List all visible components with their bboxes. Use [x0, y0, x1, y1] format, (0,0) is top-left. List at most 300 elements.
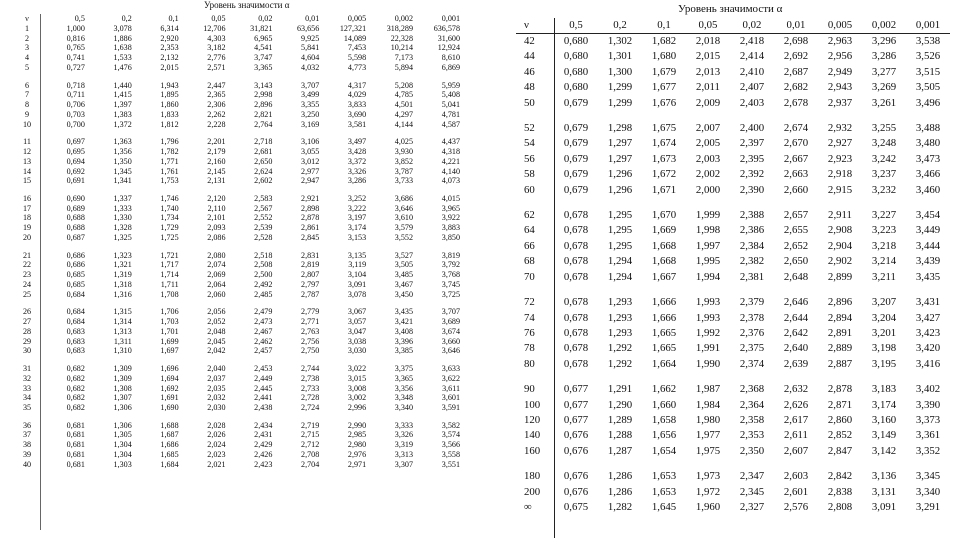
value-cell: 1,665: [651, 326, 677, 339]
table-row: [14, 374, 462, 384]
table-row: [516, 398, 950, 413]
value-cell: 0,690: [66, 194, 85, 204]
value-cell: 2,642: [783, 326, 809, 339]
table-row: [516, 285, 950, 310]
value-cell: 1,316: [113, 289, 132, 299]
right-t-table: [516, 18, 950, 515]
left-table-header-row: [14, 14, 462, 24]
value-cell: 2,682: [783, 81, 809, 94]
value-cell: 0,682: [66, 373, 85, 383]
value-cell: 2,327: [739, 500, 765, 513]
value-cell: 2,030: [207, 402, 226, 412]
value-cell: 1,299: [607, 96, 633, 109]
value-cell: 2,878: [827, 383, 853, 396]
value-cell: 1,440: [113, 80, 132, 90]
value-cell: 3,725: [441, 289, 460, 299]
value-cell: 1,300: [607, 65, 633, 78]
nu-cell: 25: [22, 289, 32, 299]
value-cell: 2,110: [207, 203, 226, 213]
alpha-header: 0,5: [554, 18, 598, 34]
value-cell: 0,681: [66, 449, 85, 459]
value-cell: 2,376: [739, 326, 765, 339]
value-cell: 1,671: [651, 183, 677, 196]
value-cell: 2,375: [739, 342, 765, 355]
value-cell: 2,842: [827, 470, 853, 483]
nu-cell: 40: [22, 459, 32, 469]
value-cell: 2,013: [695, 65, 721, 78]
nu-cell: 52: [524, 122, 535, 135]
nu-cell: 24: [22, 279, 32, 289]
value-cell: 1,746: [160, 194, 179, 204]
value-cell: 2,347: [739, 470, 765, 483]
value-cell: 1,729: [160, 223, 179, 233]
value-cell: 1,415: [113, 90, 132, 100]
table-row: [516, 428, 950, 443]
value-cell: 3,022: [347, 364, 367, 374]
value-cell: 3,091: [347, 279, 367, 289]
nu-cell: 17: [22, 203, 32, 213]
value-cell: 2,932: [827, 122, 853, 135]
value-cell: 3,198: [871, 342, 897, 355]
value-cell: 0,676: [563, 429, 589, 442]
value-cell: 0,679: [563, 168, 589, 181]
value-cell: 1,796: [160, 137, 179, 147]
value-cell: 3,428: [347, 147, 367, 157]
value-cell: 1,960: [695, 500, 721, 513]
value-cell: 1,310: [113, 346, 132, 356]
value-cell: 3,965: [441, 203, 460, 213]
value-cell: 1,995: [695, 255, 721, 268]
value-cell: 2,764: [254, 119, 273, 129]
value-cell: 3,255: [871, 122, 897, 135]
nu-cell: 13: [22, 156, 32, 166]
value-cell: 3,416: [915, 357, 941, 370]
nu-cell: 22: [22, 260, 32, 270]
value-cell: 3,582: [441, 420, 460, 430]
value-cell: 3,250: [301, 109, 320, 119]
value-cell: 0,679: [563, 122, 589, 135]
value-cell: 2,434: [254, 420, 273, 430]
value-cell: 2,976: [347, 449, 367, 459]
value-cell: 3,242: [871, 152, 897, 165]
value-cell: 1,314: [113, 317, 132, 327]
table-row: [516, 111, 950, 136]
value-cell: 1,998: [695, 224, 721, 237]
value-cell: 3,850: [441, 232, 460, 242]
value-cell: 3,480: [915, 137, 941, 150]
value-cell: 1,296: [607, 168, 633, 181]
value-cell: 1,943: [160, 80, 179, 90]
value-cell: 1,771: [160, 156, 179, 166]
value-cell: 1,533: [113, 53, 132, 63]
value-cell: 1,658: [651, 413, 677, 426]
value-cell: 3,142: [871, 444, 897, 457]
nu-cell: 11: [23, 137, 31, 147]
value-cell: 3,633: [441, 364, 460, 374]
value-cell: 2,528: [254, 232, 273, 242]
value-cell: 4,587: [441, 119, 460, 129]
value-cell: 2,368: [739, 383, 765, 396]
value-cell: 3,002: [347, 393, 367, 403]
value-cell: 12,706: [203, 24, 226, 33]
nu-cell: 33: [22, 383, 32, 393]
value-cell: 2,660: [783, 183, 809, 196]
right-table-header-row: [516, 18, 950, 34]
value-cell: 2,381: [739, 270, 765, 283]
value-cell: 3,646: [394, 203, 413, 213]
value-cell: 2,035: [207, 383, 226, 393]
value-cell: 3,182: [207, 43, 226, 53]
table-row: [516, 357, 950, 372]
value-cell: 2,902: [827, 255, 853, 268]
value-cell: 2,040: [207, 364, 226, 374]
value-cell: 2,860: [827, 413, 853, 426]
value-cell: 3,047: [347, 326, 367, 336]
value-cell: 2,485: [254, 289, 273, 299]
value-cell: 1,660: [651, 398, 677, 411]
right-table-title: Уровень значимости α: [678, 3, 783, 15]
value-cell: 1,662: [651, 383, 677, 396]
value-cell: 2,353: [739, 429, 765, 442]
value-cell: 3,091: [871, 500, 897, 513]
value-cell: 2,756: [301, 336, 320, 346]
value-cell: 1,341: [113, 176, 132, 186]
value-cell: 2,918: [827, 168, 853, 181]
value-cell: 0,678: [563, 296, 589, 309]
value-cell: 3,485: [394, 270, 413, 280]
value-cell: 63,656: [296, 24, 320, 33]
value-cell: 3,505: [394, 260, 413, 270]
value-cell: 2,996: [347, 402, 367, 412]
value-cell: 1,701: [160, 326, 179, 336]
value-cell: 3,601: [441, 393, 460, 403]
value-cell: 2,808: [827, 500, 853, 513]
value-cell: 1,886: [113, 33, 132, 43]
value-cell: 2,069: [207, 270, 226, 280]
table-row: [14, 317, 462, 327]
table-row: [14, 204, 462, 214]
value-cell: 0,711: [66, 90, 85, 100]
value-cell: 2,262: [207, 109, 226, 119]
alpha-header: 0,05: [686, 18, 730, 34]
value-cell: 2,403: [739, 96, 765, 109]
value-cell: 0,678: [563, 326, 589, 339]
value-cell: 3,296: [871, 35, 897, 47]
value-cell: 1,325: [113, 232, 132, 242]
value-cell: 2,878: [301, 213, 320, 223]
value-cell: 1,721: [160, 250, 179, 260]
value-cell: 4,303: [207, 33, 226, 43]
alpha-header: 0,001: [906, 18, 950, 34]
nu-cell: 54: [524, 137, 535, 150]
value-cell: 2,009: [695, 96, 721, 109]
nu-cell: 10: [22, 119, 32, 129]
value-cell: 3,204: [871, 311, 897, 324]
value-cell: 3,214: [871, 255, 897, 268]
value-cell: 2,626: [783, 398, 809, 411]
table-row: [14, 34, 462, 44]
value-cell: 0,678: [563, 357, 589, 370]
nu-cell: 18: [22, 213, 32, 223]
value-cell: 2,048: [207, 326, 226, 336]
value-cell: 2,000: [695, 183, 721, 196]
table-row: [516, 223, 950, 238]
value-cell: 31,821: [250, 24, 273, 33]
value-cell: 3,375: [394, 364, 413, 374]
value-cell: 0,679: [563, 152, 589, 165]
value-cell: 7,173: [394, 53, 413, 63]
value-cell: 0,679: [563, 137, 589, 150]
value-cell: 3,223: [871, 224, 897, 237]
table-row: [516, 413, 950, 428]
value-cell: 3,261: [871, 96, 897, 109]
value-cell: 0,678: [563, 255, 589, 268]
left-t-table: [14, 14, 462, 469]
value-cell: 3,252: [347, 194, 367, 204]
value-cell: 0,688: [66, 213, 85, 223]
value-cell: 1,295: [607, 224, 633, 237]
value-cell: 0,676: [563, 470, 589, 483]
value-cell: 1,977: [695, 429, 721, 442]
value-cell: 2,392: [739, 168, 765, 181]
value-cell: 2,120: [207, 194, 226, 204]
value-cell: 2,388: [739, 209, 765, 222]
value-cell: 3,286: [347, 176, 367, 186]
value-cell: 5,208: [394, 80, 413, 90]
value-cell: 2,024: [207, 440, 226, 450]
value-cell: 2,518: [254, 250, 273, 260]
value-cell: 1,292: [607, 342, 633, 355]
value-cell: 3,396: [394, 336, 413, 346]
value-cell: 1,725: [160, 232, 179, 242]
value-cell: 1,308: [113, 383, 132, 393]
value-cell: 0,685: [66, 270, 85, 280]
value-cell: 1,363: [113, 137, 132, 147]
value-cell: 8,610: [441, 53, 460, 63]
value-cell: 2,698: [783, 35, 809, 47]
nu-cell: 160: [524, 444, 541, 457]
nu-cell: 38: [22, 440, 32, 450]
value-cell: 3,707: [441, 307, 460, 317]
value-cell: 2,007: [695, 122, 721, 135]
value-cell: 1,350: [113, 156, 132, 166]
value-cell: 3,174: [347, 223, 367, 233]
value-cell: 1,664: [651, 357, 677, 370]
value-cell: 1,337: [113, 194, 132, 204]
value-cell: 1,372: [113, 119, 132, 129]
table-row: [516, 198, 950, 223]
value-cell: 5,041: [441, 100, 460, 110]
value-cell: 1,690: [160, 402, 179, 412]
value-cell: 2,681: [254, 147, 273, 157]
value-cell: 1,304: [113, 440, 132, 450]
value-cell: 0,680: [563, 35, 589, 47]
value-cell: 2,611: [784, 429, 808, 442]
value-cell: 0,692: [66, 166, 85, 176]
value-cell: 1,782: [160, 147, 179, 157]
value-cell: 0,684: [66, 289, 85, 299]
nu-cell: 5: [24, 62, 30, 72]
alpha-header: 0,02: [258, 14, 273, 23]
value-cell: 1,714: [160, 270, 179, 280]
value-cell: 1,383: [113, 109, 132, 119]
value-cell: 2,378: [739, 311, 765, 324]
table-row: [14, 280, 462, 290]
value-cell: 3,496: [915, 96, 941, 109]
value-cell: 3,423: [915, 326, 941, 339]
value-cell: 2,026: [207, 430, 226, 440]
value-cell: 2,018: [695, 35, 721, 47]
value-cell: 2,080: [207, 250, 226, 260]
value-cell: 0,683: [66, 326, 85, 336]
nu-cell: 64: [524, 224, 535, 237]
nu-cell: 58: [524, 168, 535, 181]
value-cell: 0,682: [66, 364, 85, 374]
value-cell: 1,302: [607, 35, 633, 47]
value-cell: 1,669: [651, 224, 677, 237]
value-cell: 2,831: [301, 250, 320, 260]
table-row: [14, 63, 462, 73]
value-cell: 2,056: [207, 307, 226, 317]
value-cell: 2,779: [301, 307, 320, 317]
alpha-header: 0,2: [121, 14, 132, 23]
value-cell: 2,639: [783, 357, 809, 370]
value-cell: 3,610: [394, 213, 413, 223]
value-cell: 1,645: [651, 500, 677, 513]
value-cell: 0,686: [66, 260, 85, 270]
table-row: [14, 167, 462, 177]
nu-cell: 28: [22, 326, 32, 336]
value-cell: 1,303: [113, 459, 132, 469]
value-cell: 0,816: [66, 33, 85, 43]
value-cell: 2,390: [739, 183, 765, 196]
nu-cell: 15: [22, 176, 32, 186]
value-cell: 1,297: [607, 137, 633, 150]
value-cell: 2,429: [254, 440, 273, 450]
value-cell: 2,646: [783, 296, 809, 309]
value-cell: 2,539: [254, 223, 273, 233]
table-row: [14, 450, 462, 460]
value-cell: 2,414: [739, 50, 765, 63]
value-cell: 0,675: [563, 500, 589, 513]
value-cell: 0,679: [563, 183, 589, 196]
value-cell: 3,922: [441, 213, 460, 223]
value-cell: 3,195: [871, 357, 897, 370]
value-cell: 2,508: [254, 260, 273, 270]
value-cell: 2,145: [207, 166, 226, 176]
value-cell: 5,894: [394, 62, 413, 72]
value-cell: 2,500: [254, 270, 273, 280]
nu-cell: 3: [24, 43, 30, 53]
value-cell: 1,297: [607, 152, 633, 165]
table-row: [516, 270, 950, 285]
value-cell: 0,694: [66, 156, 85, 166]
value-cell: 1,703: [160, 317, 179, 327]
value-cell: 2,719: [301, 420, 320, 430]
value-cell: 2,467: [254, 326, 273, 336]
table-row: [14, 346, 462, 356]
value-cell: 3,348: [394, 393, 413, 403]
value-cell: 0,684: [66, 307, 85, 317]
nu-cell: 4: [24, 53, 30, 63]
table-row: [14, 176, 462, 186]
value-cell: 2,894: [827, 311, 853, 324]
value-cell: 3,106: [301, 137, 320, 147]
value-cell: 10,214: [390, 43, 413, 53]
value-cell: 1,895: [160, 90, 179, 100]
value-cell: 4,015: [441, 194, 460, 204]
value-cell: 1,291: [607, 383, 633, 396]
value-cell: 1,282: [607, 500, 633, 513]
table-row: [516, 485, 950, 500]
nu-cell: 36: [22, 420, 32, 430]
value-cell: 3,515: [915, 65, 941, 78]
value-cell: 4,604: [301, 53, 320, 63]
value-cell: 318,289: [386, 24, 413, 33]
value-cell: 2,021: [207, 459, 226, 469]
value-cell: 3,237: [871, 168, 897, 181]
alpha-header: 0,005: [818, 18, 862, 34]
alpha-header: 0,1: [642, 18, 686, 34]
value-cell: 0,687: [66, 232, 85, 242]
value-cell: 2,093: [207, 223, 226, 233]
value-cell: 2,908: [827, 224, 853, 237]
table-row: [516, 239, 950, 254]
nu-cell: 60: [524, 183, 535, 196]
value-cell: 2,571: [207, 62, 226, 72]
value-cell: 1,972: [695, 485, 721, 498]
value-cell: 1,638: [113, 43, 132, 53]
nu-cell: 14: [22, 166, 32, 176]
nu-cell: 70: [524, 270, 535, 283]
value-cell: 1,676: [651, 96, 677, 109]
value-cell: 0,677: [563, 398, 589, 411]
value-cell: 3,286: [871, 50, 897, 63]
value-cell: 6,965: [254, 33, 273, 43]
value-cell: 1,330: [113, 213, 132, 223]
value-cell: 2,453: [254, 364, 273, 374]
value-cell: 2,365: [207, 90, 226, 100]
alpha-header: 0,002: [394, 14, 413, 23]
value-cell: 1,289: [607, 413, 633, 426]
value-cell: 1,761: [160, 166, 179, 176]
table-row: [516, 444, 950, 459]
value-cell: 2,492: [254, 279, 273, 289]
value-cell: 2,447: [207, 80, 226, 90]
value-cell: 1,288: [607, 429, 633, 442]
value-cell: 2,567: [254, 203, 273, 213]
table-row: [14, 430, 462, 440]
value-cell: 3,174: [871, 398, 897, 411]
value-cell: 3,473: [915, 152, 941, 165]
value-cell: 2,861: [301, 223, 320, 233]
table-row: [516, 96, 950, 111]
nu-cell: 48: [524, 81, 535, 94]
table-row: [516, 311, 950, 326]
nu-cell: 100: [524, 398, 541, 411]
table-row: [14, 290, 462, 300]
value-cell: 1,711: [160, 279, 179, 289]
value-cell: 2,771: [301, 317, 320, 327]
value-cell: 4,025: [394, 137, 413, 147]
value-cell: 1,653: [651, 485, 677, 498]
value-cell: 1,668: [651, 255, 677, 268]
value-cell: 2,473: [254, 317, 273, 327]
value-cell: 0,697: [66, 137, 85, 147]
value-cell: 2,358: [739, 413, 765, 426]
value-cell: 3,131: [871, 485, 897, 498]
value-cell: 1,975: [695, 444, 721, 457]
